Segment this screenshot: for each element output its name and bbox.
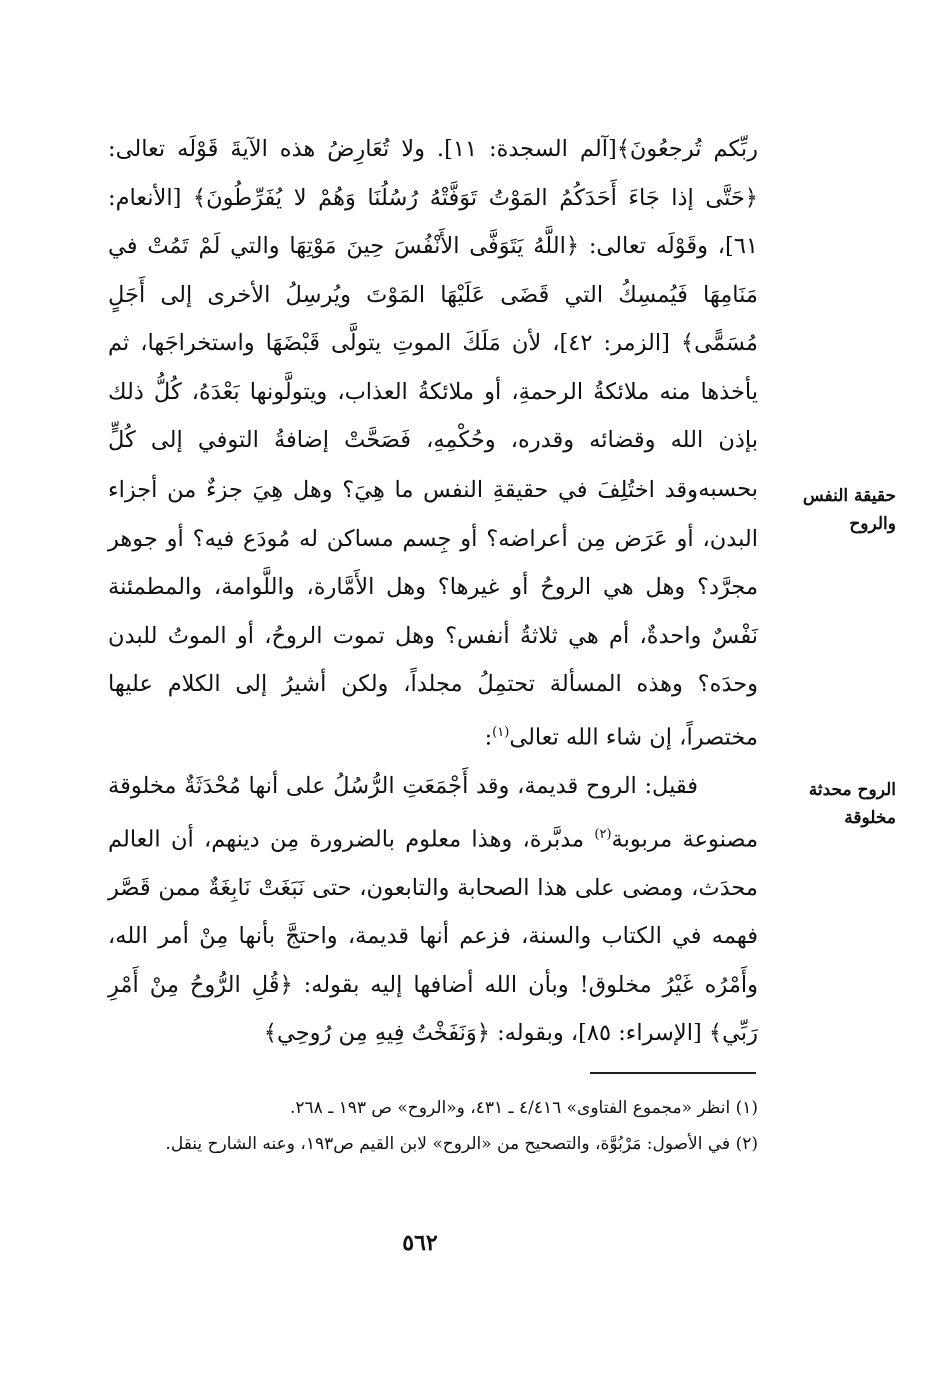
footnote-2: (٢) في الأصول: مَرْبُوَّة، والتصحيح من «الروح» لابن القيم ص١٩٣، وعنه الشارح ينقل. (165, 1134, 758, 1154)
paragraph-3-continuation: مدبَّرة، وهذا معلوم بالضرورة مِن دينهم، أن العالم محدَث، ومضى على هذا الصحابة والتابعون، حتى نَبَغَتْ نَابِغَةٌ ممن قَصَّر فهمه في الكتاب والسنة، فزعم أنها قديمة، واحتجَّ بأنها مِنْ أمر الله، وأَمْرُه غَيْرُ مخلوق! وبأن الله أضافها إليه بقوله: ﴿قُلِ الرُّوحُ مِنْ أَمْرِ رَبِّي﴾ [الإسراء: ٨٥]، وبقوله: ﴿وَنَفَخْتُ فِيهِ مِن رُوحِي﴾ (108, 826, 758, 1046)
paragraph-2-end: : (484, 724, 493, 750)
footnote-ref-1[interactable]: (١) (492, 724, 510, 740)
margin-heading-soul-nature: حقيقة النفس والروح (802, 486, 896, 534)
paragraph-3-text: فقيل: الروح قديمة، وقد أَجْمَعَتِ الرُّسُلُ على أنها مُحْدَثَةٌ مخلوقة مصنوعة مربوبة (108, 773, 758, 852)
footnote-ref-2[interactable]: (٢) (594, 826, 612, 842)
footnote-separator (590, 1072, 756, 1074)
paragraph-text (108, 762, 758, 1058)
body-paragraph-3 (108, 762, 758, 1058)
body-paragraph-2 (108, 466, 758, 762)
paragraph-text: ربِّكم تُرجعُونَ﴾[آلم السجدة: ١١]. ولا تُعَارِضُ هذه الآيةَ قَوْلَه تعالى: ﴿حَتَّى إذا جَاءَ أَحَدَكُمُ المَوْتُ تَوَفَّتْهُ رُسُلُنَا وَهُمْ لا يُفَرِّطُونَ﴾ [الأنعام: ٦١]، وقَوْلَه تعالى: ﴿اللَّهُ يَتَوَفَّى الأَنْفُسَ حِينَ مَوْتِهَا والتي لَمْ تَمُتْ في مَنَامِهَا فَيُمسِكُ التي قَضَى عَلَيْهَا المَوْتَ ويُرسِلُ الأخرى إلى أَجَلٍ مُسَمًّى﴾ [الزمر: ٤٢]، لأن مَلَكَ الموتِ يتولَّى قَبْضَهَا واستخراجَها، ثم يأخذها منه ملائكةُ الرحمةِ، أو ملائكةُ العذاب، ويتولَّونها بَعْدَهُ، كُلُّ ذلك بإذن الله وقضائه وقدره، وحُكْمِهِ، فَصَحَّتْ إضافةُ التوفي إلى كُلٍّ بحسبه. (108, 136, 758, 502)
footnote-1: (١) انظر «مجموع الفتاوى» ٤/٤١٦ ـ ٤٣١، و«الروح» ص ١٩٣ ـ ٢٦٨. (290, 1098, 758, 1118)
paragraph-text (108, 466, 758, 762)
paragraph-2-text: وقد اختُلِفَ في حقيقةِ النفس ما هِيَ؟ وهل هِيَ جزءٌ من أجزاء البدن، أو عَرَض مِن أعراضه؟ أو جِسم مساكن له مُودَع فيه؟ أو جوهر مجرَّد؟ وهل هي الروحُ أو غيرها؟ وهل الأَمَّارة، واللَّوامة، والمطمئنة نَفْسٌ واحدةٌ، أم هي ثلاثةُ أنفس؟ وهل تموت الروحُ، أو الموتُ للبدن وحدَه؟ وهذه المسألة تحتمِلُ مجلداً، ولكن أشيرُ إلى الكلام عليها مختصراً، إن شاء الله تعالى (108, 477, 758, 750)
footnotes (160, 1090, 758, 1162)
margin-heading-soul-created: الروح محدثة مخلوقة (808, 780, 896, 828)
body-paragraph-1 (108, 125, 758, 513)
page-number: ٥٦٢ (402, 1230, 438, 1256)
